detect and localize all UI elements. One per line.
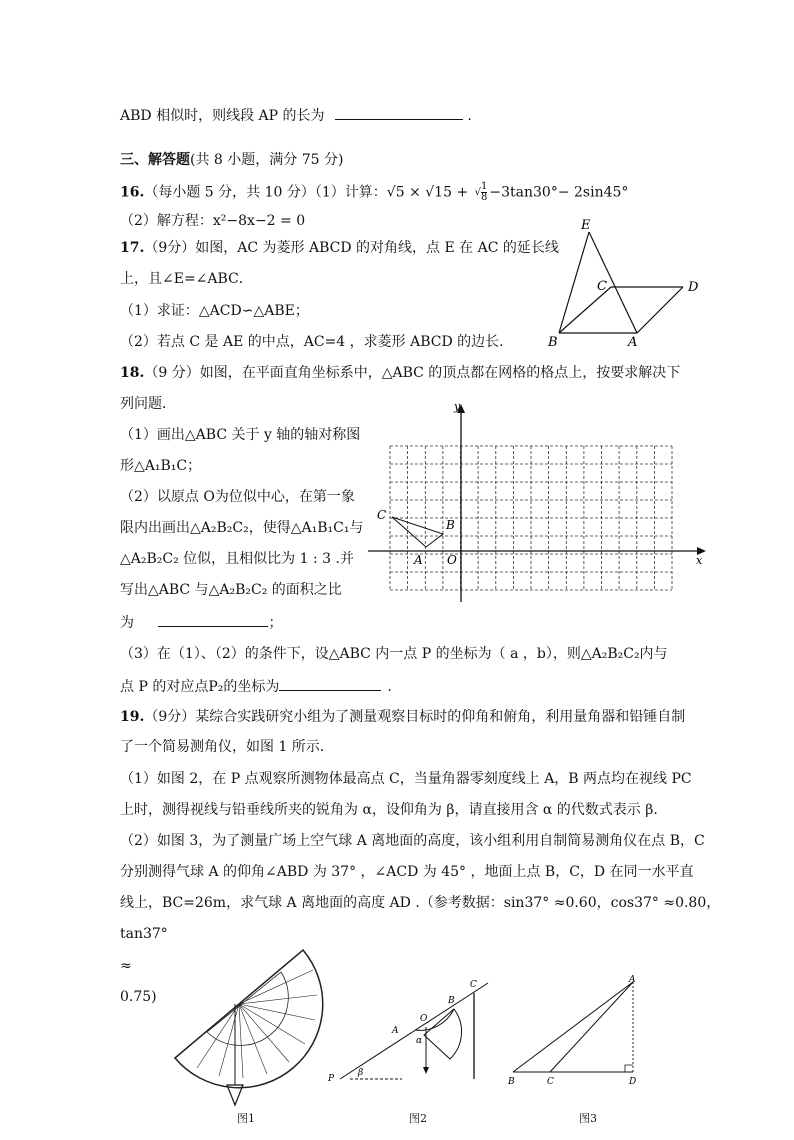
answer-blank-p2[interactable] [279, 676, 381, 691]
rhombus-figure [545, 215, 705, 350]
figure-2 [320, 975, 500, 1085]
q19-part1-a: （1）如图 2，在 P 点观察所测物体最高点 C，当量角器零刻度线上 A，B 两点均在视线 PC [120, 771, 692, 787]
q16-line1: 16.（每小题 5 分，共 10 分）（1）计算：√5 × √15 + √ $\frac{1}{8}$ −3tan30°− 2sin45° [120, 181, 629, 203]
fig2-label-P: P [328, 1074, 335, 1084]
answer-blank-ratio[interactable] [158, 612, 268, 627]
fig3-label-C: C [547, 1077, 554, 1087]
fig3-label-A: A [629, 975, 636, 985]
q18-part3-a: （3）在（1）、（2）的条件下，设△ABC 内一点 P 的坐标为（ a ，b），则△A₂B₂C₂内与 [120, 646, 668, 662]
label-C: C [597, 279, 607, 294]
q19-part2-b: 分别测得气球 A 的仰角∠ABD 为 37° ，∠ACD 为 45° ，地面上点 B，C，D 在同一水平直 [120, 864, 694, 880]
line-BA [513, 982, 633, 1072]
answer-blank-ap[interactable] [335, 105, 463, 120]
q19-part2-f: 0.75) [120, 989, 157, 1005]
label-D: D [688, 280, 699, 295]
caption-fig2: 图2 [409, 1112, 427, 1125]
axis-label-x: x [696, 554, 703, 567]
figure-3 [505, 975, 645, 1090]
grid-label-A: A [414, 553, 423, 567]
q16-line2: （2）解方程：x²−8x−2 = 0 [120, 213, 306, 229]
triangle-abc [392, 517, 443, 547]
q19-line1: 19.（9分）某综合实践研究小组为了测量观察目标时的仰角和俯角，利用量角器和铅锤自制 [120, 709, 686, 725]
line-CA [550, 982, 633, 1072]
q18-line1: 18.（9 分）如图，在平面直角坐标系中，△ABC 的顶点都在网格的格点上，按要求解决下 [120, 365, 681, 381]
line-q15-end: ABD 相似时，则线段 AP 的长为 . [120, 105, 472, 125]
q19-part2-e: ≈ [120, 958, 132, 974]
q17-line2: 上，且∠E=∠ABC． [120, 271, 253, 287]
q19-part1-b: 上时，测得视线与铅垂线所夹的锐角为 α，设仰角为 β，请直接用含 α 的代数式表示 β． [120, 802, 668, 818]
grid-label-C: C [377, 508, 387, 522]
q18-part2-d: 写出△ABC 与△A₂B₂C₂ 的面积之比 [120, 582, 342, 598]
caption-fig3: 图3 [579, 1112, 597, 1125]
q17-line1: 17.（9分）如图，AC 为菱形 ABCD 的对角线，点 E 在 AC 的延长线 [120, 240, 559, 256]
fig2-label-C: C [470, 980, 477, 990]
q18-line2: 列问题． [120, 396, 176, 412]
coordinate-grid [360, 398, 710, 608]
label-B: B [548, 335, 558, 350]
fig2-label-beta: β [358, 1068, 364, 1078]
grid-label-O: O [447, 553, 457, 567]
q18-part2-e: 为 ； [120, 612, 282, 632]
fig3-label-B: B [508, 1077, 515, 1087]
q19-line2: 了一个简易测角仪，如图 1 所示． [120, 739, 334, 755]
q18-part1-b: 形△A₁B₁C； [120, 458, 202, 474]
section-title: 三、解答题(共 8 小题，满分 75 分) [120, 152, 344, 168]
sqrt-expression: √5 × √15 + [386, 184, 473, 201]
fig3-label-D: D [629, 1077, 637, 1087]
fig2-label-alpha: α [416, 1036, 423, 1046]
axis-label-y: y [454, 400, 461, 413]
q19-part2-a: （2）如图 3，为了测量广场上空气球 A 离地面的高度，该小组利用自制简易测角仪在点 B，C [120, 833, 705, 849]
caption-fig1: 图1 [237, 1112, 255, 1125]
label-A: A [628, 335, 638, 350]
fig2-label-O: O [420, 1014, 428, 1024]
q17-part1: （1）求证：△ACD∽△ABE； [120, 303, 309, 319]
q17-part2: （2）若点 C 是 AE 的中点，AC=4 ，求菱形 ABCD 的边长. [120, 334, 504, 350]
fig2-label-A: A [392, 1026, 399, 1036]
label-E: E [581, 218, 591, 233]
frac-sqrt-1-8: √ $\frac{1}{8}$ [474, 181, 488, 203]
right-angle-mark [625, 1065, 633, 1072]
q19-part2-c: 线上，BC=26m，求气球 A 离地面的高度 AD .（参考数据：sin37° ≈0.60，cos37° ≈0.80， [120, 895, 721, 911]
fig2-label-B: B [448, 996, 455, 1006]
q19-part2-d: tan37° [120, 926, 168, 942]
grid-label-B: B [446, 518, 455, 532]
q18-part1-a: （1）画出△ABC 关于 y 轴的轴对称图 [120, 427, 361, 443]
q18-part3-b: 点 P 的对应点P₂的坐标为 . [120, 676, 392, 696]
q18-part2-a: （2）以原点 O为位似中心，在第一象 [120, 489, 355, 505]
q18-part2-b: 限内出画出△A₂B₂C₂，使得△A₁B₁C₁与 [120, 520, 364, 536]
sight-line [340, 983, 488, 1079]
q18-part2-c: △A₂B₂C₂ 位似，且相似比为 1 : 3 .并 [120, 551, 354, 567]
